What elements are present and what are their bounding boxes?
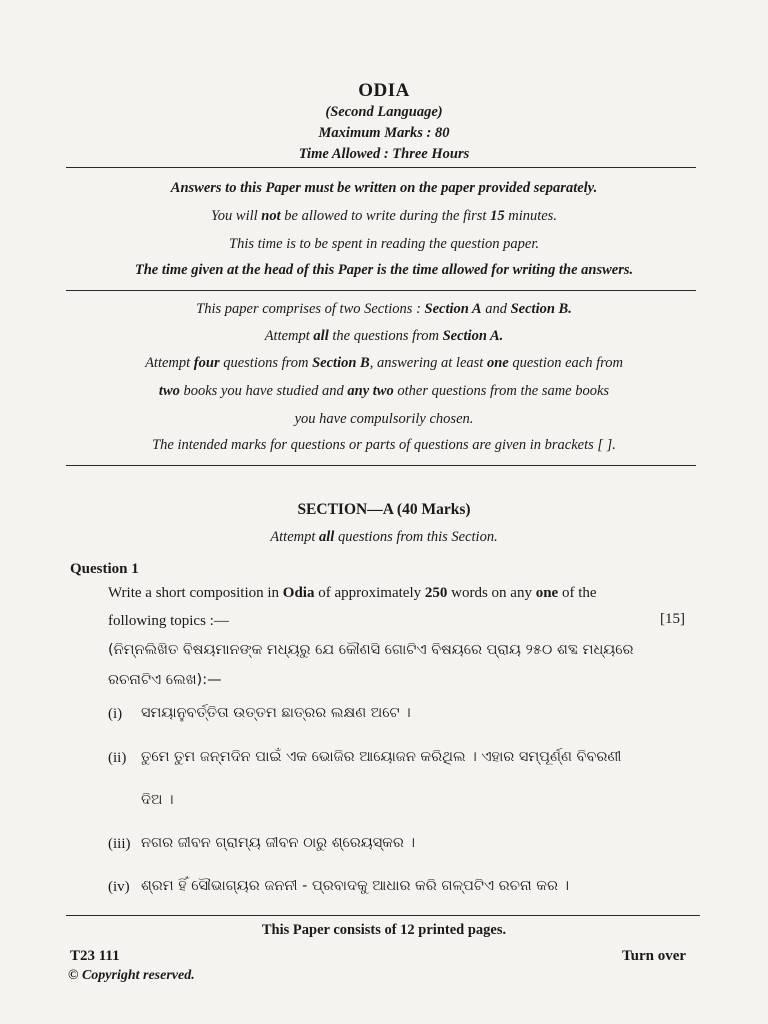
topic-1-number: (i): [108, 706, 123, 722]
time-allowed: Time Allowed : Three Hours: [298, 146, 470, 162]
turn-over-note: Turn over: [622, 948, 687, 964]
divider-3: [66, 465, 696, 466]
topic-2-text: ତୁମେ ତୁମ ଜନ୍ମଦିନ ପାଇଁ ଏକ ଭୋଜିର ଆୟୋଜନ କରିଥିଲ । ଏହାର ସମ୍ପୂର୍ଣ୍ଣ ବିବରଣୀ: [141, 749, 622, 765]
max-marks: Maximum Marks : 80: [318, 125, 450, 141]
topic-1-text: ସମୟାନୁବର୍ତ୍ତିତା ଉତ୍ତମ ଛାତ୍ରର ଲକ୍ଷଣ ଅଟେ ।: [141, 705, 411, 721]
topic-2-number: (ii): [108, 750, 127, 766]
question-1-text: Write a short composition in Odia of approximately 250 words on any one of the: [108, 585, 597, 601]
instruction-reading-purpose: This time is to be spent in reading the question paper.: [229, 236, 539, 252]
page-count-note: This Paper consists of 12 printed pages.: [261, 922, 507, 938]
instruction-answers-separate: Answers to this Paper must be written on the paper provided separately.: [170, 180, 598, 196]
question-1-marks: [15]: [660, 611, 685, 627]
instruction-sections: This paper comprises of two Sections : Section A and Section B.: [196, 301, 572, 317]
instruction-writing-time: The time given at the head of this Paper is the time allowed for writing the answers.: [134, 262, 634, 278]
topic-4-number: (iv): [108, 879, 130, 895]
instruction-chosen: you have compulsorily chosen.: [294, 411, 474, 427]
divider-1: [66, 167, 696, 168]
divider-footer: [66, 915, 700, 916]
instruction-books: two books you have studied and any two other questions from the same books: [158, 383, 610, 399]
section-a-heading: SECTION—A (40 Marks): [297, 501, 471, 518]
paper-subtitle: (Second Language): [325, 104, 443, 120]
topic-3-number: (iii): [108, 836, 131, 852]
paper-title: ODIA: [358, 80, 410, 101]
question-1-odia-instruction-line2: ରଚନାଟିଏ ଲେଖ):—: [108, 672, 222, 688]
instruction-section-a: Attempt all the questions from Section A.: [264, 328, 504, 344]
copyright-note: © Copyright reserved.: [68, 968, 195, 983]
divider-2: [66, 290, 696, 291]
topic-3-text: ନଗର ଜୀବନ ଗ୍ରାମ୍ୟ ଜୀବନ ଠାରୁ ଶ୍ରେୟସ୍କର ।: [141, 835, 416, 851]
topic-4-text: ଶ୍ରମ ହିଁ ସୌଭାଗ୍ୟର ଜନନୀ - ପ୍ରବାଦକୁ ଆଧାର କରି ଗଳ୍ପଟିଏ ରଚନା କର ।: [141, 878, 570, 894]
question-1-text-line2: following topics :—: [108, 613, 229, 629]
section-a-subheading: Attempt all questions from this Section.: [270, 529, 498, 545]
question-1-odia-instruction: (ନିମ୍ନଲିଖିତ ବିଷୟମାନଙ୍କ ମଧ୍ୟରୁ ଯେ କୌଣସି ଗୋଟିଏ ବିଷୟରେ ପ୍ରାୟ ୨୫୦ ଶବ୍ଦ ମଧ୍ୟରେ: [108, 642, 634, 658]
instruction-section-b: Attempt four questions from Section B, answering at least one question each from: [145, 355, 623, 371]
paper-code: T23 111: [70, 948, 120, 964]
topic-2-text-line2: ଦିଅ ।: [141, 792, 174, 808]
question-1-label: Question 1: [70, 561, 139, 577]
instruction-marks-brackets: The intended marks for questions or parts of questions are given in brackets [ ].: [152, 437, 616, 453]
instruction-reading-time: You will not be allowed to write during the first 15 minutes.: [211, 208, 557, 224]
